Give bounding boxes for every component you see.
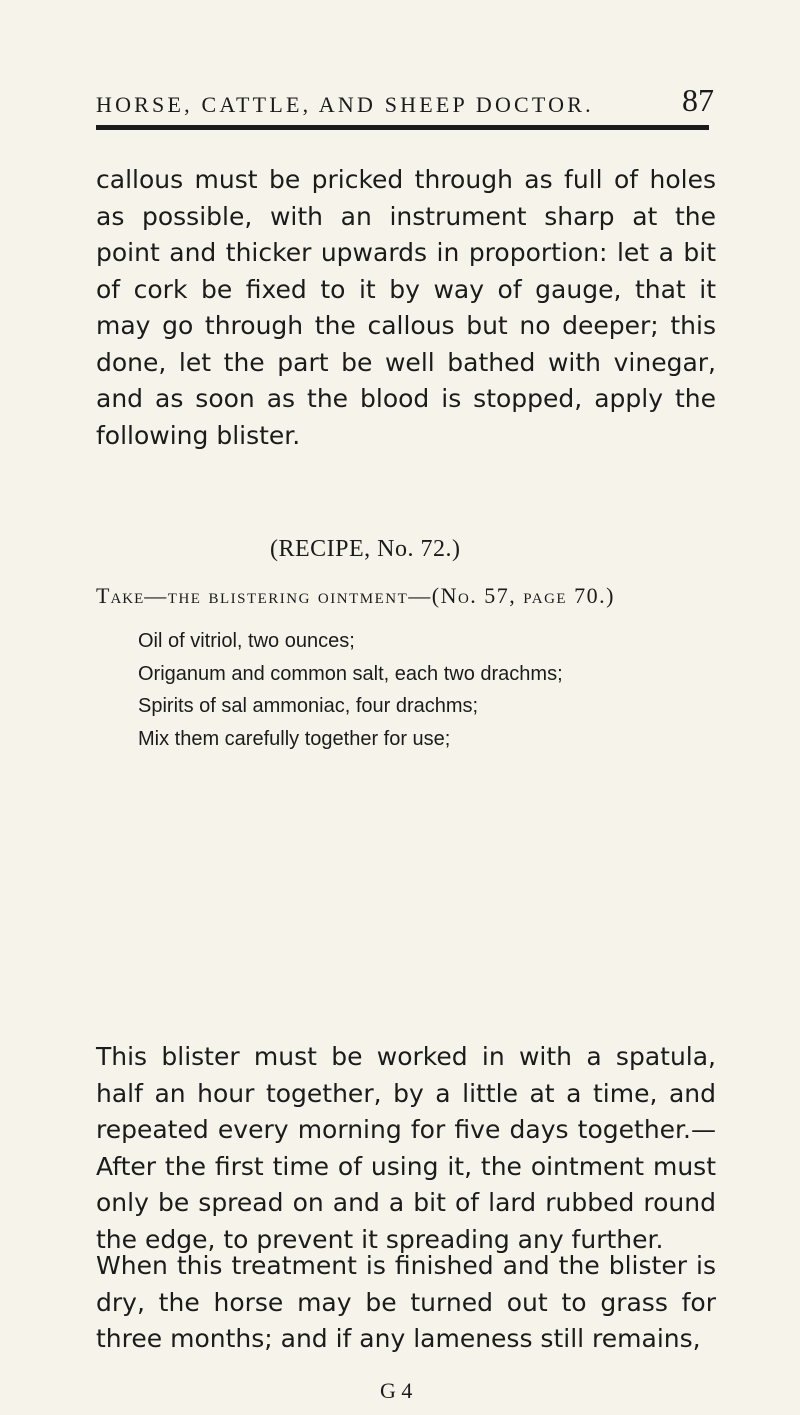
page-number: 87 xyxy=(682,82,714,118)
running-head xyxy=(96,82,716,122)
ingredient-item: Origanum and common salt, each two drachms; xyxy=(138,662,563,685)
paragraph-blister-use: This blister must be worked in with a spatula, half an hour together, by a little at a time, and repeated every morning for five days together.— After the first time of using it, the ointment must only be spread on and a bit of lard rubbed round the edge, to prevent it spreading any further. xyxy=(96,1042,716,1254)
take-word: Take xyxy=(96,583,145,608)
ingredient-item: Spirits of sal ammoniac, four drachms; xyxy=(138,695,479,717)
ingredient-list xyxy=(138,625,563,755)
recipe-take-line xyxy=(96,583,716,609)
paragraph-callous: callous must be pricked through as full of holes as possible, with an instrument sharp at the point and thicker upwards in proportion: let a bit of cork be fixed to it by way of gauge, that it may go through the callous but no deeper; this done, let the part be well bathed with vinegar, and as soon as the blood is stopped, apply the following blister. xyxy=(96,165,716,450)
header-rule xyxy=(96,125,709,130)
signature-mark: G 4 xyxy=(380,1378,413,1403)
running-title: HORSE, CATTLE, AND SHEEP DOCTOR. xyxy=(96,92,594,117)
recipe-heading: (RECIPE, No. 72.) xyxy=(270,536,461,562)
ingredient-item: Mix them carefully together for use; xyxy=(138,727,451,750)
take-rest: —the blistering ointment—(No. 57, page 70.) xyxy=(144,583,615,608)
paragraph-treatment-finished: When this treatment is finished and the blister is dry, the horse may be turned out to grass for three months; and if any lameness still remains, xyxy=(96,1251,716,1353)
ingredient-item: Oil of vitriol, two ounces; xyxy=(138,630,355,652)
